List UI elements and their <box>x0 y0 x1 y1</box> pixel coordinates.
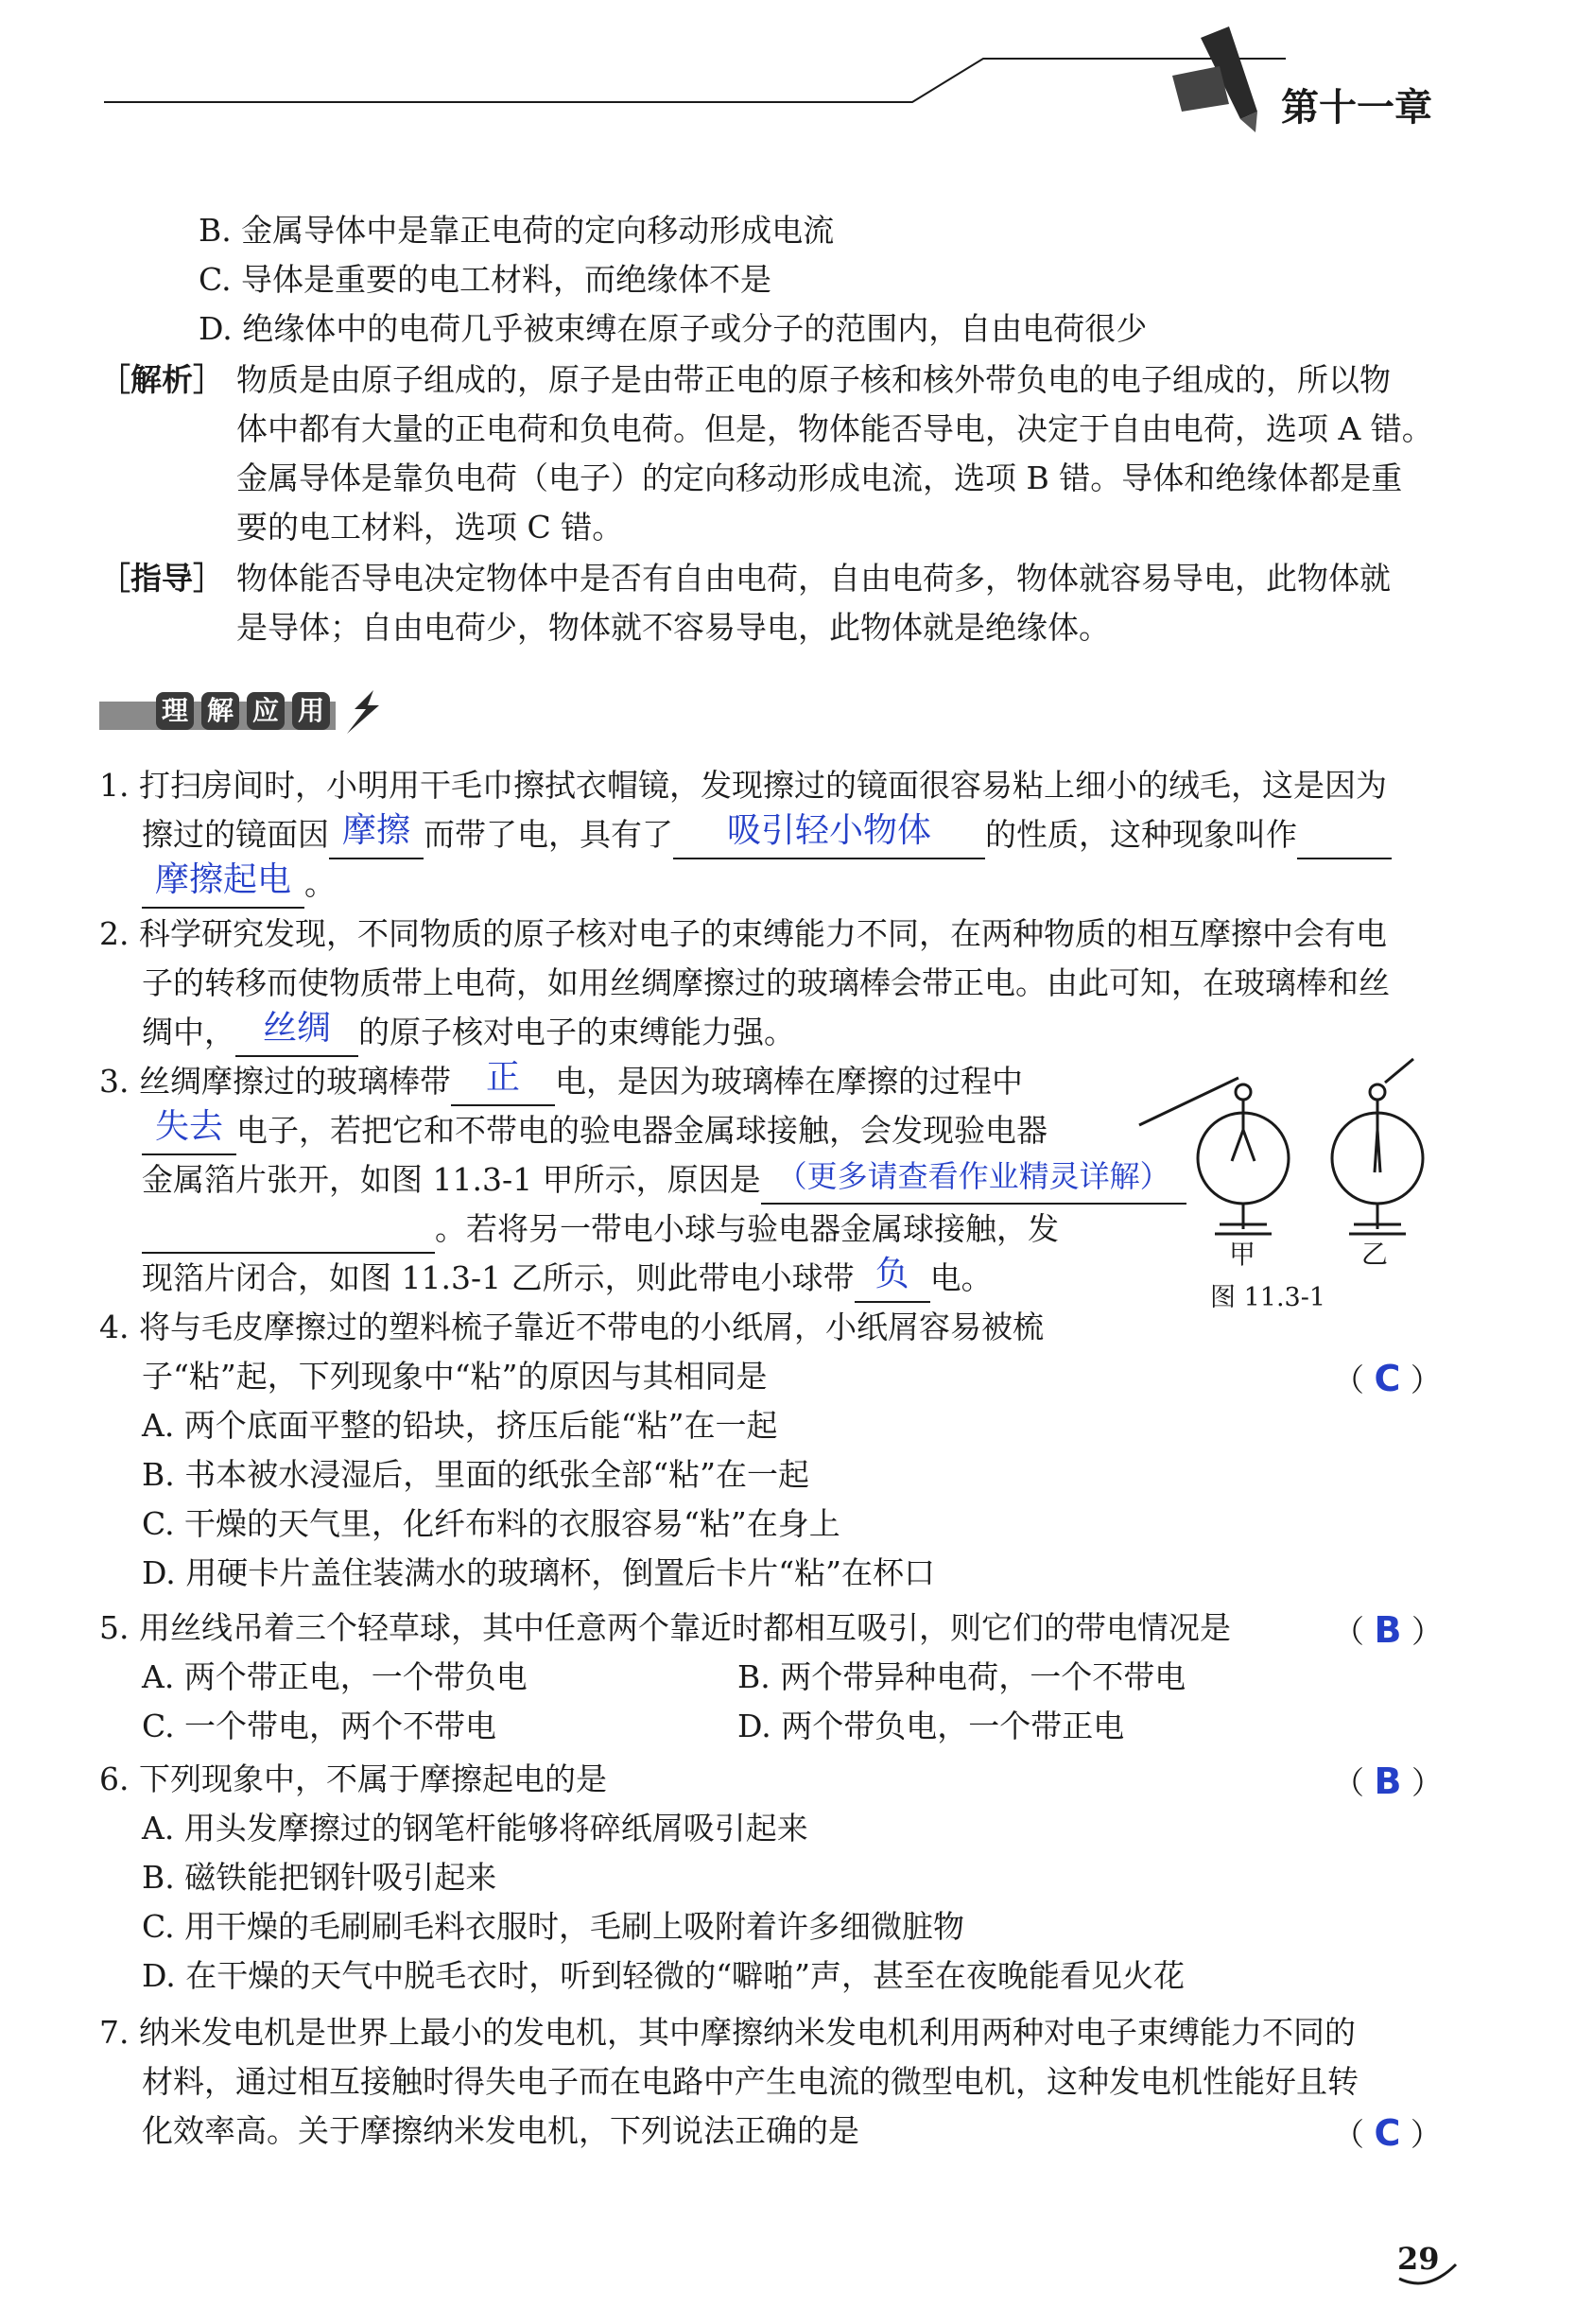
q1-answer-2: 吸引轻小物体 <box>726 811 931 850</box>
guide-line-1: 物体能否导电决定物体中是否有自由电荷，自由电荷多，物体就容易导电，此物体就 <box>236 560 1391 597</box>
q6-option-b: B. 磁铁能把钢针吸引起来 <box>142 1859 497 1896</box>
q6-option-a: A. 用头发摩擦过的钢笔杆能够将碎纸屑吸引起来 <box>142 1810 808 1847</box>
analysis-line-2: 体中都有大量的正电荷和负电荷。但是，物体能否导电，决定于自由电荷，选项 A 错。 <box>236 410 1433 447</box>
electroscope-a <box>1139 1078 1289 1234</box>
q5-option-a: A. 两个带正电，一个带负电 <box>142 1658 528 1695</box>
q5-option-d: D. 两个带负电，一个带正电 <box>737 1708 1125 1744</box>
q3-answer-4: 负 <box>874 1255 909 1293</box>
q7-line-2: 材料，通过相互接触时得失电子而在电路中产生电流的微型电机，这种发电机性能好且转 <box>142 2063 1359 2100</box>
q4-option-c: C. 干燥的天气里，化纤布料的衣服容易“粘”在身上 <box>142 1505 840 1542</box>
q2-text-a: 绸中， <box>142 1014 235 1050</box>
figure-label-a: 甲 <box>1229 1239 1256 1270</box>
prev-option-d: D. 绝缘体中的电荷几乎被束缚在原子或分子的范围内，自由电荷很少 <box>199 310 1148 347</box>
q3-answer-1: 正 <box>485 1058 520 1097</box>
q3-text-f: 现箔片闭合，如图 11.3-1 乙所示，则此带电小球带 <box>142 1259 855 1296</box>
q5-answer-paren: （ B ） <box>1333 1609 1443 1651</box>
q7-answer-paren: （ C ） <box>1333 2112 1442 2154</box>
section-char-3: 应 <box>247 692 285 730</box>
q5-line-1: 5. 用丝线吊着三个轻草球，其中任意两个靠近时都相互吸引，则它们的带电情况是 <box>99 1609 1231 1646</box>
q6-line-1: 6. 下列现象中，不属于摩擦起电的是 <box>99 1760 607 1797</box>
analysis-tag: ［解析］ <box>99 361 224 398</box>
q2-answer-1: 丝绸 <box>262 1009 331 1048</box>
prev-option-b: B. 金属导体中是靠正电荷的定向移动形成电流 <box>199 212 835 249</box>
q2-line-2: 子的转移而使物质带上电荷，如用丝绸摩擦过的玻璃棒会带正电。由此可知，在玻璃棒和丝 <box>142 964 1390 1001</box>
q6-answer-paren: （ B ） <box>1333 1760 1443 1802</box>
q3-text-b: 电，是因为玻璃棒在摩擦的过程中 <box>554 1063 1023 1100</box>
q2-text-b: 的原子核对电子的束缚能力强。 <box>358 1014 795 1050</box>
q1-text-d: 。 <box>304 865 336 902</box>
q5-option-b: B. 两个带异种电荷，一个不带电 <box>737 1658 1186 1695</box>
q4-answer: C <box>1374 1358 1401 1399</box>
q3-answer-3: （更多请查看作业精灵详解） <box>776 1158 1170 1194</box>
q3-text-a: 3. 丝绸摩擦过的玻璃棒带 <box>99 1063 451 1100</box>
analysis-line-3: 金属导体是靠负电荷（电子）的定向移动形成电流，选项 B 错。导体和绝缘体都是重 <box>236 460 1403 496</box>
q3-answer-2: 失去 <box>154 1107 223 1146</box>
section-char-2: 解 <box>201 692 239 730</box>
q4-option-a: A. 两个底面平整的铅块，挤压后能“粘”在一起 <box>142 1407 778 1444</box>
q5-answer: B <box>1374 1609 1402 1651</box>
q1-answer-3: 摩擦起电 <box>154 860 291 899</box>
q2-line-3 <box>142 1008 795 1057</box>
q4-answer-paren: （ C ） <box>1333 1358 1442 1399</box>
q3-text-e: 。若将另一带电小球与验电器金属球接触，发 <box>435 1210 1059 1247</box>
q4-option-b: B. 书本被水浸湿后，里面的纸张全部“粘”在一起 <box>142 1456 809 1493</box>
q7-answer: C <box>1374 2112 1401 2154</box>
q1-text-b: 而带了电，具有了 <box>424 816 673 853</box>
guide-line-2: 是导体；自由电荷少，物体就不容易导电，此物体就是绝缘体。 <box>236 609 1110 646</box>
q3-line-3 <box>142 1155 1186 1205</box>
figure-caption: 图 11.3-1 <box>1210 1283 1326 1312</box>
q7-line-1: 7. 纳米发电机是世界上最小的发电机，其中摩擦纳米发电机利用两种对电子束缚能力不同的 <box>99 2014 1356 2051</box>
q1-line-1: 1. 打扫房间时，小明用干毛巾擦拭衣帽镜，发现擦过的镜面很容易粘上细小的绒毛，这是因为 <box>99 767 1387 804</box>
q7-line-3: 化效率高。关于摩擦纳米发电机，下列说法正确的是 <box>142 2112 859 2149</box>
q3-text-c: 电子，若把它和不带电的验电器金属球接触，会发现验电器 <box>236 1112 1048 1149</box>
q1-line-2 <box>142 810 1392 859</box>
q6-answer: B <box>1374 1760 1402 1802</box>
q1-answer-1: 摩擦 <box>341 811 410 850</box>
figure-label-b: 乙 <box>1361 1239 1389 1270</box>
guide-tag: ［指导］ <box>99 560 224 597</box>
analysis-line-4: 要的电工材料，选项 C 错。 <box>236 509 624 546</box>
q6-option-d: D. 在干燥的天气中脱毛衣时，听到轻微的“噼啪”声，甚至在夜晚能看见火花 <box>142 1957 1186 1994</box>
q1-text-c: 的性质，这种现象叫作 <box>985 816 1297 853</box>
chapter-title: 第十一章 <box>1281 85 1432 130</box>
q1-line-3 <box>142 859 336 909</box>
analysis-line-1: 物质是由原子组成的，原子是由带正电的原子核和核外带负电的电子组成的，所以物 <box>236 361 1391 398</box>
q3-line-4 <box>142 1205 1059 1254</box>
section-badge <box>99 681 383 741</box>
q3-line-1 <box>99 1057 1023 1106</box>
section-char-1: 理 <box>156 692 194 730</box>
q4-line-1: 4. 将与毛皮摩擦过的塑料梳子靠近不带电的小纸屑，小纸屑容易被梳 <box>99 1309 1044 1345</box>
electroscope-figure <box>1130 1049 1442 1257</box>
section-char-4: 用 <box>292 692 330 730</box>
q4-line-2: 子“粘”起，下列现象中“粘”的原因与其相同是 <box>142 1358 768 1395</box>
q3-line-5 <box>142 1254 993 1303</box>
q5-option-c: C. 一个带电，两个不带电 <box>142 1708 497 1744</box>
page-number: 29 <box>1397 2241 1440 2277</box>
prev-option-c: C. 导体是重要的电工材料，而绝缘体不是 <box>199 261 772 298</box>
q3-text-d: 金属箔片张开，如图 11.3-1 甲所示，原因是 <box>142 1161 761 1198</box>
lightning-icon <box>347 690 379 734</box>
q6-option-c: C. 用干燥的毛刷刷毛料衣服时，毛刷上吸附着许多细微脏物 <box>142 1908 965 1945</box>
q4-option-d: D. 用硬卡片盖住装满水的玻璃杯，倒置后卡片“粘”在杯口 <box>142 1554 936 1591</box>
q1-text-a: 擦过的镜面因 <box>142 816 329 853</box>
q3-text-g: 电。 <box>929 1259 993 1296</box>
q2-line-1: 2. 科学研究发现，不同物质的原子核对电子的束缚能力不同，在两种物质的相互摩擦中会有电 <box>99 915 1387 952</box>
electroscope-b <box>1332 1059 1423 1234</box>
q3-line-2 <box>142 1106 1048 1155</box>
pencil-icon <box>1172 26 1257 132</box>
